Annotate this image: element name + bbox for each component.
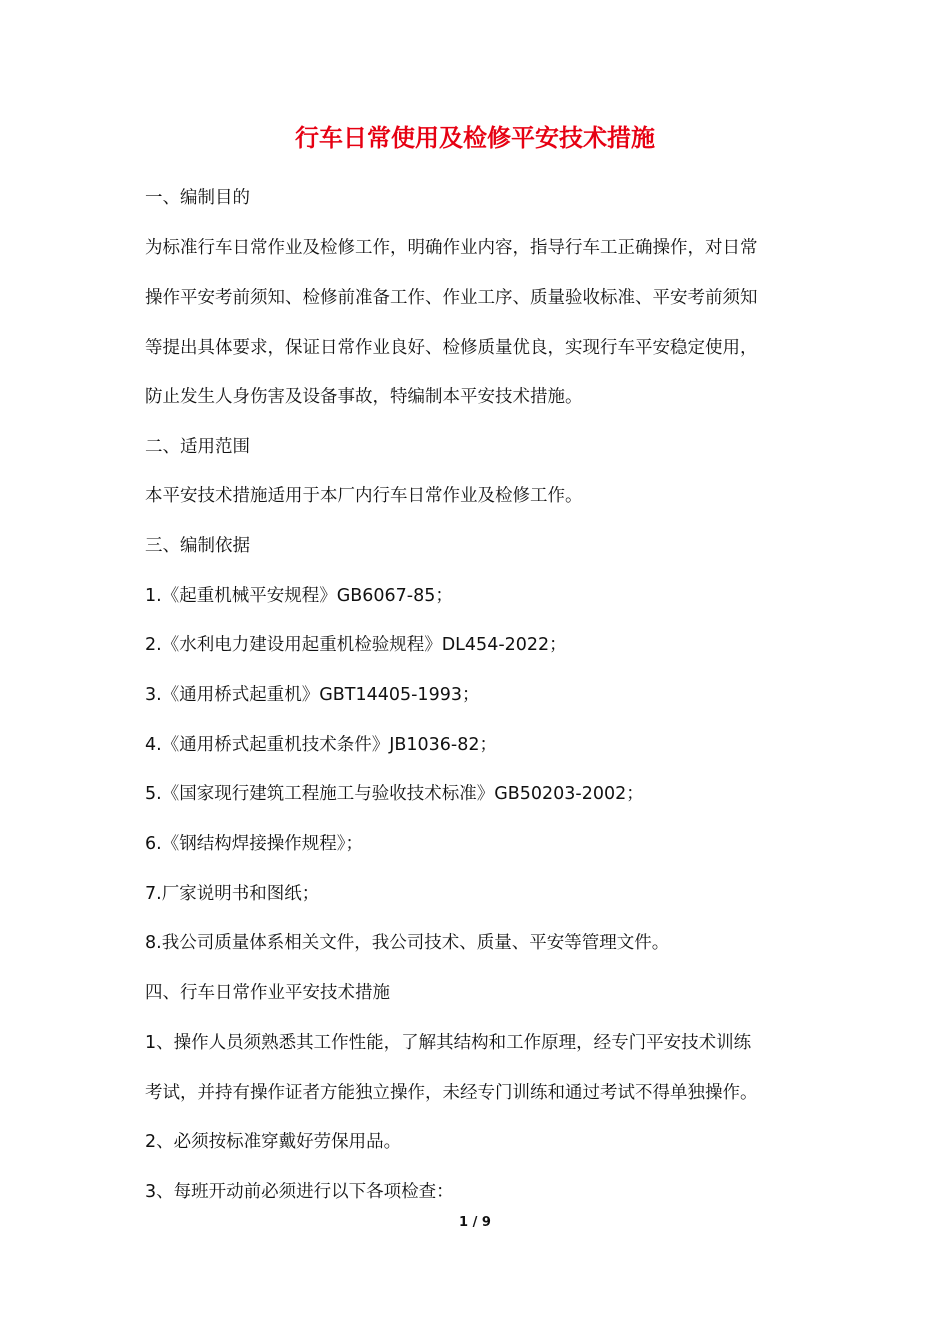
list-item: 6.《钢结构焊接操作规程》； — [145, 834, 363, 854]
heading-daily-measures: 四、行车日常作业平安技术措施 — [145, 983, 390, 1003]
list-item: 7.厂家说明书和图纸； — [145, 884, 320, 904]
list-item: 1.《起重机械平安规程》GB6067-85； — [145, 586, 453, 606]
heading-purpose: 一、编制目的 — [145, 188, 250, 208]
list-item: 4.《通用桥式起重机技术条件》JB1036-82； — [145, 735, 497, 755]
paragraph-line: 1、操作人员须熟悉其工作性能，了解其结构和工作原理，经专门平安技术训练 — [145, 1033, 752, 1053]
list-item: 3.《通用桥式起重机》GBT14405-1993； — [145, 685, 480, 705]
paragraph-line: 3、每班开动前必须进行以下各项检查： — [145, 1182, 454, 1202]
list-item: 8.我公司质量体系相关文件，我公司技术、质量、平安等管理文件。 — [145, 933, 670, 953]
heading-scope: 二、适用范围 — [145, 437, 250, 457]
document-title: 行车日常使用及检修平安技术措施 — [295, 124, 655, 152]
page-indicator: 1 / 9 — [459, 1215, 491, 1230]
heading-basis: 三、编制依据 — [145, 536, 250, 556]
list-item: 5.《国家现行建筑工程施工与验收技术标准》GB50203-2002； — [145, 784, 644, 804]
paragraph-line: 防止发生人身伤害及设备事故，特编制本平安技术措施。 — [145, 387, 583, 407]
paragraph-line: 2、必须按标准穿戴好劳保用品。 — [145, 1132, 402, 1152]
paragraph-line: 等提出具体要求，保证日常作业良好、检修质量优良，实现行车平安稳定使用， — [145, 338, 758, 358]
paragraph-line: 考试，并持有操作证者方能独立操作，未经专门训练和通过考试不得单独操作。 — [145, 1083, 758, 1103]
paragraph-line: 操作平安考前须知、检修前准备工作、作业工序、质量验收标准、平安考前须知 — [145, 288, 758, 308]
paragraph-line: 本平安技术措施适用于本厂内行车日常作业及检修工作。 — [145, 486, 583, 506]
paragraph-line: 为标准行车日常作业及检修工作，明确作业内容，指导行车工正确操作，对日常 — [145, 238, 758, 258]
list-item: 2.《水利电力建设用起重机检验规程》DL454-2022； — [145, 635, 567, 655]
